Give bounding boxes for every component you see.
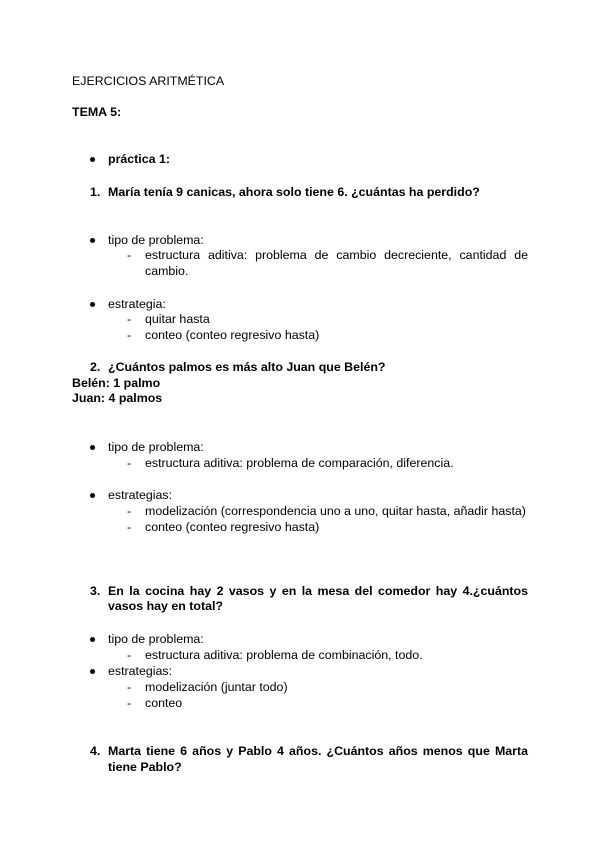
problem-2-tipo-label: tipo de problema: <box>108 440 204 454</box>
bullet-icon <box>90 238 95 243</box>
bullet-icon <box>90 637 95 642</box>
dash-icon: - <box>127 248 132 262</box>
tema-heading: TEMA 5: <box>72 105 122 119</box>
problem-1-estrategia-label: estrategia: <box>108 297 166 311</box>
problem-3-estrategia-item: modelización (juntar todo) <box>145 680 288 694</box>
bullet-icon <box>90 669 95 674</box>
problem-3-question-line2: vasos hay en total? <box>108 599 223 613</box>
problem-1-estrategia-item: conteo (conteo regresivo hasta) <box>145 328 320 342</box>
problem-3-estrategia-item: conteo <box>145 696 183 710</box>
problem-1-tipo-line2: cambio. <box>145 264 189 278</box>
problem-3-question-line1: En la cocina hay 2 vasos y en la mesa del comedor hay 4.¿cuántos <box>108 584 528 598</box>
dash-icon: - <box>127 696 132 710</box>
bullet-icon <box>90 493 95 498</box>
dash-icon: - <box>127 328 132 342</box>
problem-3-number: 3. <box>90 584 101 598</box>
practica-heading: práctica 1: <box>108 152 170 166</box>
dash-icon: - <box>127 680 132 694</box>
dash-icon: - <box>127 504 132 518</box>
problem-3-estrategia-label: estrategias: <box>108 664 173 678</box>
problem-2-estrategia-item: conteo (conteo regresivo hasta) <box>145 520 320 534</box>
problem-3-tipo-item: estructura aditiva: problema de combinación, todo. <box>145 648 423 662</box>
problem-1-number: 1. <box>90 185 101 199</box>
problem-2-question: ¿Cuántos palmos es más alto Juan que Belén? <box>108 360 386 374</box>
dash-icon: - <box>127 648 132 662</box>
bullet-icon <box>90 157 95 162</box>
dash-icon: - <box>127 456 132 470</box>
problem-1-question: María tenía 9 canicas, ahora solo tiene 6. ¿cuántas ha perdido? <box>108 185 480 199</box>
bullet-icon <box>90 302 95 307</box>
problem-2-estrategia-label: estrategias: <box>108 488 173 502</box>
problem-2-number: 2. <box>90 360 101 374</box>
document-title: EJERCICIOS ARITMÉTICA <box>72 74 225 88</box>
dash-icon: - <box>127 520 132 534</box>
problem-4-question-line2: tiene Pablo? <box>108 760 182 774</box>
problem-4-question-line1: Marta tiene 6 años y Pablo 4 años. ¿Cuántos años menos que Marta <box>108 744 528 758</box>
problem-2-estrategia-item: modelización (correspondencia uno a uno, quitar hasta, añadir hasta) <box>145 504 526 518</box>
problem-3-tipo-label: tipo de problema: <box>108 632 204 646</box>
problem-2-data-juan: Juan: 4 palmos <box>72 391 163 405</box>
problem-4-number: 4. <box>90 744 101 758</box>
bullet-icon <box>90 445 95 450</box>
problem-1-tipo-label: tipo de problema: <box>108 233 204 247</box>
dash-icon: - <box>127 312 132 326</box>
problem-1-tipo-line1: estructura aditiva: problema de cambio decreciente, cantidad de <box>145 248 528 262</box>
problem-2-tipo-item: estructura aditiva: problema de comparación, diferencia. <box>145 456 454 470</box>
problem-2-data-belen: Belén: 1 palmo <box>72 376 161 390</box>
problem-1-estrategia-item: quitar hasta <box>145 312 210 326</box>
